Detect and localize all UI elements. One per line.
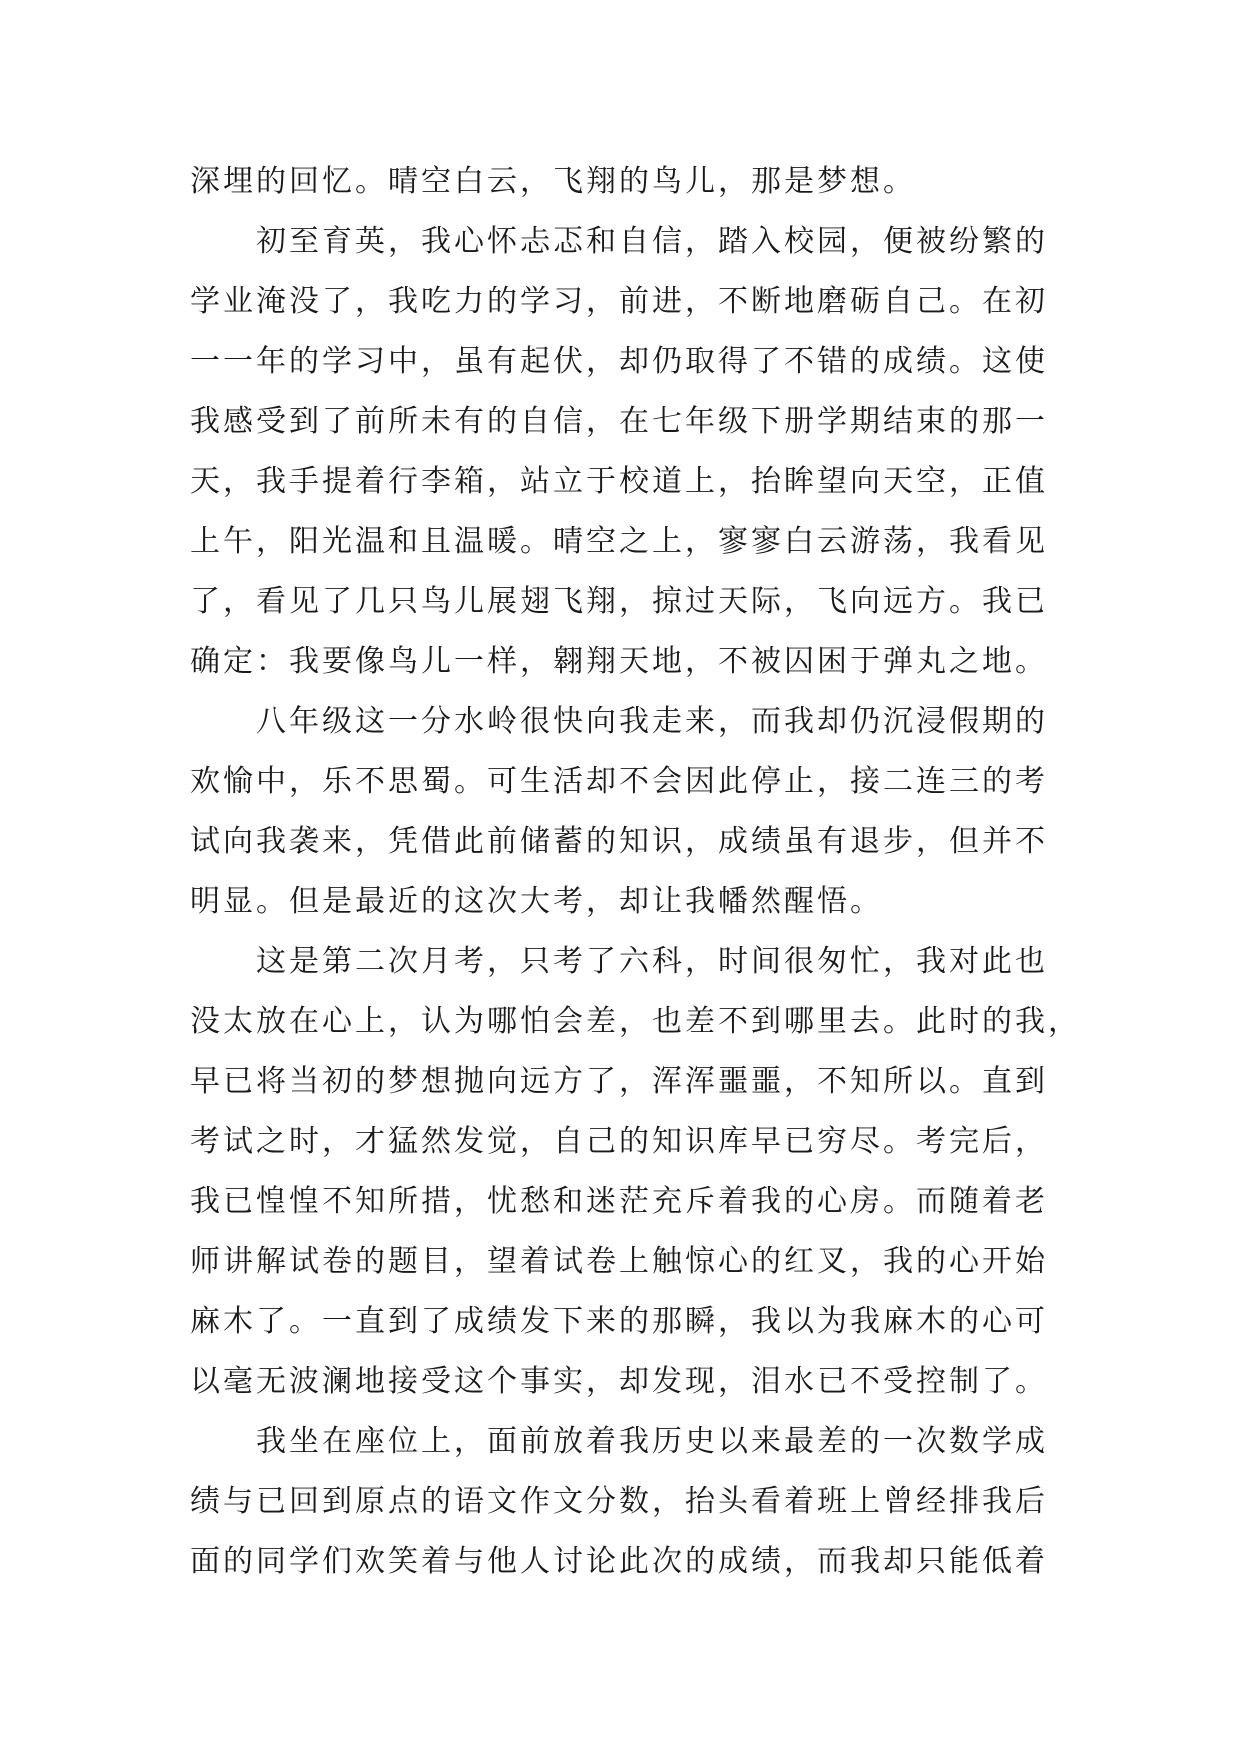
text-line: 试向我袭来，凭借此前储蓄的知识，成绩虽有退步，但并不	[190, 824, 1048, 859]
text-line: 学业淹没了，我吃力的学习，前进，不断地磨砺自己。在初	[190, 284, 1048, 319]
text-line: 一一年的学习中，虽有起伏，却仍取得了不错的成绩。这使	[190, 344, 1048, 379]
paragraph-first-line: 我坐在座位上，面前放着我历史以来最差的一次数学成	[256, 1424, 1048, 1459]
text-line: 面的同学们欢笑着与他人讨论此次的成绩，而我却只能低着	[190, 1544, 1048, 1579]
paragraph-first-line: 初至育英，我心怀忐忑和自信，踏入校园，便被纷繁的	[256, 224, 1048, 259]
text-line: 以毫无波澜地接受这个事实，却发现，泪水已不受控制了。	[190, 1364, 1048, 1399]
text-line: 深埋的回忆。晴空白云，飞翔的鸟儿，那是梦想。	[190, 164, 916, 199]
body-text	[190, 152, 1081, 1592]
text-line: 天，我手提着行李箱，站立于校道上，抬眸望向天空，正值	[190, 464, 1048, 499]
text-line: 我感受到了前所未有的自信，在七年级下册学期结束的那一	[190, 404, 1048, 439]
text-line: 师讲解试卷的题目，望着试卷上触惊心的红叉，我的心开始	[190, 1244, 1048, 1279]
paragraph-first-line: 八年级这一分水岭很快向我走来，而我却仍沉浸假期的	[256, 704, 1048, 739]
text-line: 明显。但是最近的这次大考，却让我幡然醒悟。	[190, 884, 883, 919]
text-line: 确定：我要像鸟儿一样，翱翔天地，不被囚困于弹丸之地。	[190, 644, 1048, 679]
text-line: 麻木了。一直到了成绩发下来的那瞬，我以为我麻木的心可	[190, 1304, 1048, 1339]
text-line: 欢愉中，乐不思蜀。可生活却不会因此停止，接二连三的考	[190, 764, 1048, 799]
text-line: 考试之时，才猛然发觉，自己的知识库早已穷尽。考完后，	[190, 1124, 1048, 1159]
text-line: 早已将当初的梦想抛向远方了，浑浑噩噩，不知所以。直到	[190, 1064, 1048, 1099]
text-line: 没太放在心上，认为哪怕会差，也差不到哪里去。此时的我，	[190, 1004, 1081, 1039]
text-line: 我已惶惶不知所措，忧愁和迷茫充斥着我的心房。而随着老	[190, 1184, 1048, 1219]
text-line: 上午，阳光温和且温暖。晴空之上，寥寥白云游荡，我看见	[190, 524, 1048, 559]
text-line: 了，看见了几只鸟儿展翅飞翔，掠过天际，飞向远方。我已	[190, 584, 1048, 619]
text-line: 绩与已回到原点的语文作文分数，抬头看着班上曾经排我后	[190, 1484, 1048, 1519]
paragraph-first-line: 这是第二次月考，只考了六科，时间很匆忙，我对此也	[256, 944, 1048, 979]
